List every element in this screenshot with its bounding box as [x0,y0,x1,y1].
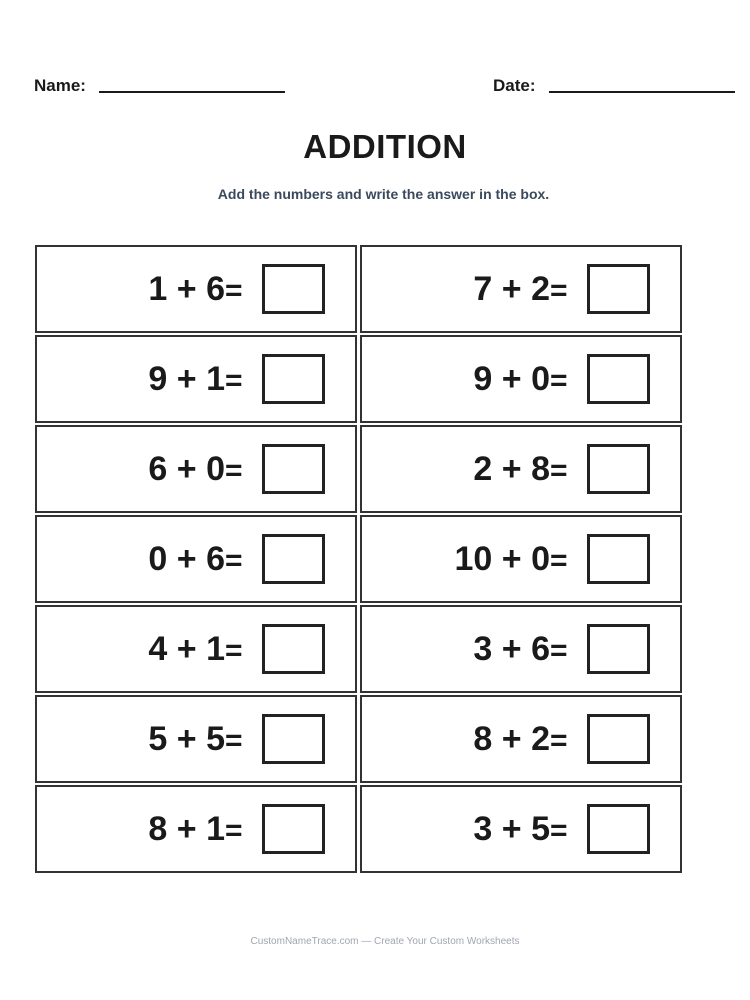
problem-cell [35,335,357,423]
answer-box[interactable] [587,714,650,764]
answer-box[interactable] [587,804,650,854]
equals-sign: = [225,364,243,397]
worksheet-header [34,74,736,98]
problem-expression: 6 + 0 [148,450,225,488]
problem-cell [360,245,682,333]
answer-box[interactable] [587,264,650,314]
answer-box[interactable] [587,444,650,494]
problem-cell [360,515,682,603]
answer-box[interactable] [587,624,650,674]
problem-expression: 9 + 0 [473,360,550,398]
problem-cell [360,335,682,423]
equals-sign: = [550,274,568,307]
answer-box[interactable] [262,714,325,764]
equals-sign: = [225,544,243,577]
problem-cell [35,605,357,693]
problem-expression: 2 + 8 [473,450,550,488]
equals-sign: = [225,814,243,847]
answer-box[interactable] [587,534,650,584]
problem-cell [35,785,357,873]
equals-sign: = [550,544,568,577]
date-line[interactable] [549,91,735,93]
problem-cell [360,425,682,513]
instruction-text: Add the numbers and write the answer in the box. [217,186,550,202]
problem-cell [360,605,682,693]
problem-expression: 9 + 1 [148,360,225,398]
problem-expression: 10 + 0 [454,540,550,578]
answer-box[interactable] [587,354,650,404]
equals-sign: = [550,634,568,667]
problem-expression: 3 + 5 [473,810,550,848]
problem-cell [360,785,682,873]
answer-box[interactable] [262,444,325,494]
answer-box[interactable] [262,804,325,854]
equals-sign: = [225,274,243,307]
footer-credit: CustomNameTrace.com — Create Your Custom Worksheets [250,936,520,947]
problem-cell [35,245,357,333]
equals-sign: = [225,634,243,667]
name-field[interactable] [34,74,285,98]
answer-box[interactable] [262,624,325,674]
problem-expression: 1 + 6 [148,270,225,308]
answer-box[interactable] [262,534,325,584]
problem-cell [35,695,357,783]
equals-sign: = [550,364,568,397]
name-line[interactable] [99,91,285,93]
equals-sign: = [225,724,243,757]
problem-expression: 7 + 2 [473,270,550,308]
answer-box[interactable] [262,264,325,314]
problem-expression: 4 + 1 [148,630,225,668]
problem-expression: 8 + 1 [148,810,225,848]
page-title: ADDITION [303,128,467,165]
date-field[interactable] [493,74,735,98]
problem-expression: 8 + 2 [473,720,550,758]
problems-grid [35,245,682,873]
problem-expression: 0 + 6 [148,540,225,578]
equals-sign: = [225,454,243,487]
name-label: Name: [34,76,86,95]
equals-sign: = [550,814,568,847]
equals-sign: = [550,454,568,487]
problem-cell [35,425,357,513]
problem-expression: 5 + 5 [148,720,225,758]
problem-cell [360,695,682,783]
equals-sign: = [550,724,568,757]
problem-cell [35,515,357,603]
answer-box[interactable] [262,354,325,404]
date-label: Date: [493,76,536,95]
problem-expression: 3 + 6 [473,630,550,668]
